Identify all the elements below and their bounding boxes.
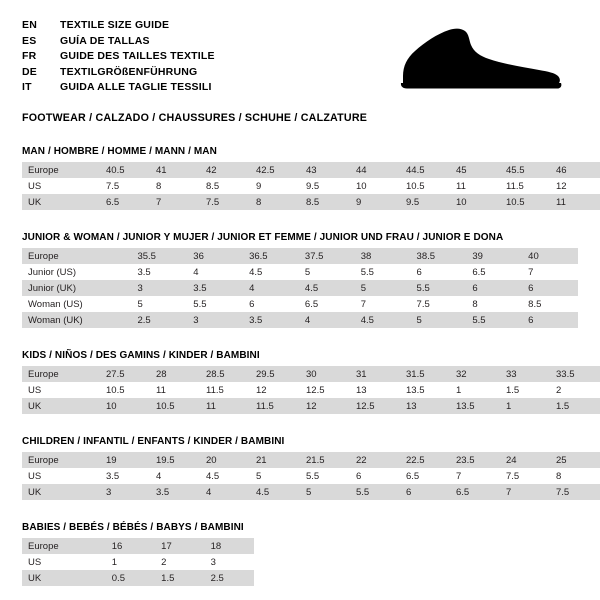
- table-row: [22, 484, 600, 500]
- table-row: [22, 178, 600, 194]
- row-label: Junior (UK): [22, 280, 131, 296]
- language-title: TEXTILE SIZE GUIDE: [60, 19, 170, 31]
- cell: 5: [131, 296, 187, 312]
- cell: 31.5: [400, 366, 450, 382]
- cell: 45: [450, 162, 500, 178]
- cell: 2.5: [205, 570, 254, 586]
- cell: 5: [411, 312, 467, 328]
- cell: 11.5: [250, 398, 300, 414]
- table-row: [22, 280, 578, 296]
- cell: 22.5: [400, 452, 450, 468]
- cell: 29.5: [250, 366, 300, 382]
- cell: 17: [155, 538, 204, 554]
- cell: 6.5: [100, 194, 150, 210]
- table-row: [22, 248, 578, 264]
- table-row: [22, 312, 578, 328]
- cell: 13.5: [400, 382, 450, 398]
- table-row: [22, 468, 600, 484]
- cell: 4.5: [250, 484, 300, 500]
- cell: 12.5: [300, 382, 350, 398]
- table-row: [22, 452, 600, 468]
- cell: 5.5: [350, 484, 400, 500]
- size-group-kids: [22, 350, 578, 414]
- cell: 23.5: [450, 452, 500, 468]
- row-label: US: [22, 468, 100, 484]
- cell: 1: [106, 554, 155, 570]
- cell: 32: [450, 366, 500, 382]
- page-header: [22, 18, 578, 98]
- row-label: US: [22, 382, 100, 398]
- language-code: ES: [22, 34, 37, 47]
- cell: 20: [200, 452, 250, 468]
- cell: 19.5: [150, 452, 200, 468]
- size-table: [22, 366, 600, 414]
- language-title: GUIDA ALLE TAGLIE TESSILI: [60, 81, 212, 93]
- cell: 7: [500, 484, 550, 500]
- row-label: Europe: [22, 452, 100, 468]
- size-table: [22, 248, 578, 328]
- cell: 6.5: [466, 264, 522, 280]
- cell: 8: [466, 296, 522, 312]
- language-title-list: [22, 18, 215, 96]
- cell: 5.5: [466, 312, 522, 328]
- cell: 8: [250, 194, 300, 210]
- cell: 1.5: [550, 398, 600, 414]
- cell: 43: [300, 162, 350, 178]
- cell: 24: [500, 452, 550, 468]
- cell: 5: [355, 280, 411, 296]
- row-label: US: [22, 554, 106, 570]
- table-row: [22, 296, 578, 312]
- cell: 1.5: [155, 570, 204, 586]
- cell: 3.5: [150, 484, 200, 500]
- cell: 18: [205, 538, 254, 554]
- cell: 38.5: [411, 248, 467, 264]
- cell: 2: [550, 382, 600, 398]
- cell: 10.5: [100, 382, 150, 398]
- language-row: [22, 18, 215, 34]
- cell: 38: [355, 248, 411, 264]
- row-label: US: [22, 178, 100, 194]
- cell: 37.5: [299, 248, 355, 264]
- table-row: [22, 264, 578, 280]
- table-row: [22, 194, 600, 210]
- cell: 7: [522, 264, 578, 280]
- cell: 5.5: [300, 468, 350, 484]
- cell: 11.5: [200, 382, 250, 398]
- size-group-junior-woman: [22, 232, 578, 328]
- cell: 3.5: [243, 312, 299, 328]
- cell: 31: [350, 366, 400, 382]
- cell: 3: [205, 554, 254, 570]
- cell: 7.5: [500, 468, 550, 484]
- cell: 36.5: [243, 248, 299, 264]
- cell: 12: [550, 178, 600, 194]
- cell: 8.5: [300, 194, 350, 210]
- size-group-man: [22, 146, 578, 210]
- cell: 11: [200, 398, 250, 414]
- cell: 45.5: [500, 162, 550, 178]
- cell: 5: [250, 468, 300, 484]
- cell: 5.5: [355, 264, 411, 280]
- cell: 39: [466, 248, 522, 264]
- cell: 6: [400, 484, 450, 500]
- cell: 3.5: [187, 280, 243, 296]
- cell: 4.5: [243, 264, 299, 280]
- cell: 8.5: [200, 178, 250, 194]
- cell: 42.5: [250, 162, 300, 178]
- group-title: BABIES / BEBÉS / BÉBÉS / BABYS / BAMBINI: [22, 522, 244, 533]
- size-table: [22, 538, 254, 586]
- table-row: [22, 382, 600, 398]
- cell: 2: [155, 554, 204, 570]
- cell: 8: [550, 468, 600, 484]
- cell: 3: [131, 280, 187, 296]
- cell: 3: [187, 312, 243, 328]
- cell: 44.5: [400, 162, 450, 178]
- language-title: TEXTILGRÖßENFÜHRUNG: [60, 65, 198, 78]
- size-table: [22, 452, 600, 500]
- table-row: [22, 366, 600, 382]
- cell: 16: [106, 538, 155, 554]
- cell: 4.5: [200, 468, 250, 484]
- cell: 4: [150, 468, 200, 484]
- row-label: Woman (US): [22, 296, 131, 312]
- cell: 6.5: [299, 296, 355, 312]
- cell: 40.5: [100, 162, 150, 178]
- language-row: [22, 34, 215, 50]
- cell: 10: [100, 398, 150, 414]
- cell: 7.5: [100, 178, 150, 194]
- cell: 22: [350, 452, 400, 468]
- cell: 28: [150, 366, 200, 382]
- cell: 8.5: [522, 296, 578, 312]
- cell: 25: [550, 452, 600, 468]
- group-title: MAN / HOMBRE / HOMME / MANN / MAN: [22, 146, 217, 157]
- language-code: FR: [22, 50, 37, 62]
- cell: 1: [500, 398, 550, 414]
- cell: 6: [466, 280, 522, 296]
- cell: 6: [522, 312, 578, 328]
- cell: 40: [522, 248, 578, 264]
- cell: 5.5: [411, 280, 467, 296]
- size-group-children: [22, 436, 578, 500]
- cell: 4: [243, 280, 299, 296]
- cell: 9.5: [400, 194, 450, 210]
- row-label: UK: [22, 398, 100, 414]
- cell: 3: [100, 484, 150, 500]
- cell: 3.5: [100, 468, 150, 484]
- cell: 0.5: [106, 570, 155, 586]
- cell: 11: [450, 178, 500, 194]
- cell: 5.5: [187, 296, 243, 312]
- cell: 4: [200, 484, 250, 500]
- table-row: [22, 398, 600, 414]
- cell: 9: [350, 194, 400, 210]
- language-code: EN: [22, 19, 37, 31]
- cell: 10.5: [400, 178, 450, 194]
- row-label: Europe: [22, 248, 131, 264]
- group-title: CHILDREN / INFANTIL / ENFANTS / KINDER / BAMBINI: [22, 436, 285, 447]
- cell: 27.5: [100, 366, 150, 382]
- row-label: UK: [22, 484, 100, 500]
- cell: 1.5: [500, 382, 550, 398]
- cell: 5: [300, 484, 350, 500]
- table-row: [22, 538, 254, 554]
- cell: 11: [150, 382, 200, 398]
- cell: 1: [450, 382, 500, 398]
- cell: 36: [187, 248, 243, 264]
- cell: 10.5: [150, 398, 200, 414]
- size-table: [22, 162, 600, 210]
- cell: 12: [300, 398, 350, 414]
- language-row: [22, 80, 215, 96]
- cell: 3.5: [131, 264, 187, 280]
- cell: 11.5: [500, 178, 550, 194]
- cell: 35.5: [131, 248, 187, 264]
- cell: 13: [350, 382, 400, 398]
- cell: 7: [150, 194, 200, 210]
- language-code: IT: [22, 81, 32, 93]
- cell: 7.5: [550, 484, 600, 500]
- cell: 33: [500, 366, 550, 382]
- language-code: DE: [22, 65, 37, 78]
- footwear-section-title: FOOTWEAR / CALZADO / CHAUSSURES / SCHUHE / CALZATURE: [22, 112, 368, 124]
- language-row: [22, 49, 215, 65]
- group-title: JUNIOR & WOMAN / JUNIOR Y MUJER / JUNIOR ET FEMME / JUNIOR UND FRAU / JUNIOR E DONA: [22, 232, 504, 243]
- cell: 10: [350, 178, 400, 194]
- cell: 7.5: [411, 296, 467, 312]
- cell: 12: [250, 382, 300, 398]
- cell: 28.5: [200, 366, 250, 382]
- cell: 21: [250, 452, 300, 468]
- cell: 30: [300, 366, 350, 382]
- cell: 4.5: [299, 280, 355, 296]
- cell: 7: [355, 296, 411, 312]
- table-row: [22, 162, 600, 178]
- dress-shoe-icon: [380, 20, 570, 98]
- cell: 46: [550, 162, 600, 178]
- cell: 5: [299, 264, 355, 280]
- cell: 41: [150, 162, 200, 178]
- language-title: GUÍA DE TALLAS: [60, 34, 150, 47]
- cell: 6: [411, 264, 467, 280]
- row-label: Europe: [22, 162, 100, 178]
- cell: 4.5: [355, 312, 411, 328]
- cell: 9.5: [300, 178, 350, 194]
- cell: 19: [100, 452, 150, 468]
- cell: 4: [187, 264, 243, 280]
- cell: 44: [350, 162, 400, 178]
- cell: 7: [450, 468, 500, 484]
- cell: 33.5: [550, 366, 600, 382]
- cell: 6: [522, 280, 578, 296]
- cell: 7.5: [200, 194, 250, 210]
- cell: 9: [250, 178, 300, 194]
- cell: 13.5: [450, 398, 500, 414]
- row-label: Europe: [22, 366, 100, 382]
- table-row: [22, 570, 254, 586]
- table-row: [22, 554, 254, 570]
- cell: 10.5: [500, 194, 550, 210]
- language-title: GUIDE DES TAILLES TEXTILE: [60, 50, 215, 62]
- cell: 6: [243, 296, 299, 312]
- row-label: Europe: [22, 538, 106, 554]
- cell: 21.5: [300, 452, 350, 468]
- group-title: KIDS / NIÑOS / DES GAMINS / KINDER / BAMBINI: [22, 350, 260, 361]
- cell: 11: [550, 194, 600, 210]
- cell: 10: [450, 194, 500, 210]
- row-label: UK: [22, 570, 106, 586]
- cell: 13: [400, 398, 450, 414]
- cell: 8: [150, 178, 200, 194]
- cell: 12.5: [350, 398, 400, 414]
- cell: 2.5: [131, 312, 187, 328]
- row-label: Junior (US): [22, 264, 131, 280]
- cell: 4: [299, 312, 355, 328]
- language-row: [22, 65, 215, 81]
- row-label: UK: [22, 194, 100, 210]
- cell: 6.5: [400, 468, 450, 484]
- size-group-babies: [22, 522, 578, 586]
- cell: 42: [200, 162, 250, 178]
- cell: 6.5: [450, 484, 500, 500]
- row-label: Woman (UK): [22, 312, 131, 328]
- cell: 6: [350, 468, 400, 484]
